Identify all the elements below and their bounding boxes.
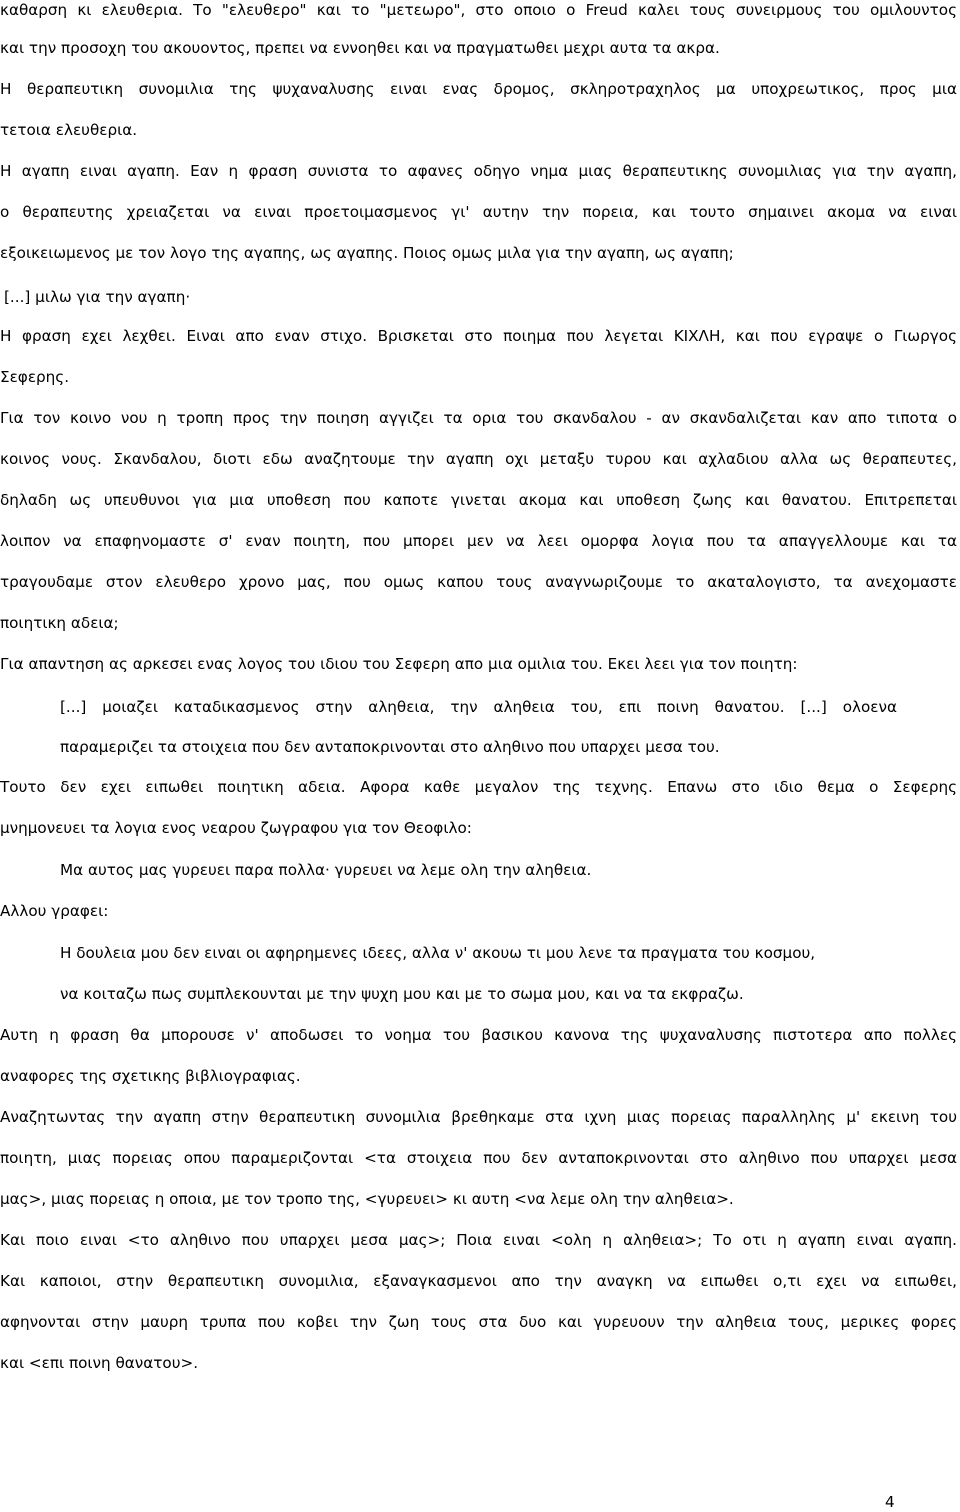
text-line: τετοια ελευθερια.	[0, 121, 138, 139]
quote-line: παραμεριζει τα στοιχεια που δεν ανταποκρινονται στο αληθινο που υπαρχει μεσα του.	[60, 738, 720, 756]
text-line: αναφορες της σχετικης βιβλιογραφιας.	[0, 1067, 301, 1085]
text-line: Και ποιο ειναι <το αληθινο που υπαρχει μεσα μας>; Ποια ειναι <ολη η αληθεια>; Το οτι η αγαπη ειναι αγαπη.	[0, 1231, 957, 1249]
text-line: εξοικειωμενος με τον λογο της αγαπης, ως αγαπης. Ποιος ομως μιλα για την αγαπη, ως αγαπη;	[0, 244, 734, 262]
text-line: κοινος νους. Σκανδαλου, διοτι εδω αναζητουμε την αγαπη οχι μεταξυ τυρου και αχλαδιου αλλα ως θεραπευτες,	[0, 450, 957, 468]
text-line: ποιητη, μιας πορειας οπου παραμεριζονται <τα στοιχεια που δεν ανταποκρινονται στο αληθινο που υπαρχει μεσα	[0, 1149, 957, 1167]
text-line: μας>, μιας πορειας η οποια, με τον τροπο της, <γυρευει> κι αυτη <να λεμε ολη την αληθεια>.	[0, 1190, 734, 1208]
text-line: ποιητικη αδεια;	[0, 614, 119, 632]
text-line: μνημονευει τα λογια ενος νεαρου ζωγραφου για τον Θεοφιλο:	[0, 819, 472, 837]
text-line: [...] μιλω για την αγαπη·	[4, 288, 191, 306]
text-line: ο θεραπευτης χρειαζεται να ειναι προετοιμασμενος γι' αυτην την πορεια, και τουτο σημαινει ακομα να ειναι	[0, 203, 957, 221]
quote-line: Μα αυτος μας γυρευει παρα πολλα· γυρευει να λεμε ολη την αληθεια.	[60, 861, 592, 879]
quote-line: [...] μοιαζει καταδικασμενος στην αληθεια, την αληθεια του, επι ποινη θανατου. [...] ολοενα	[60, 698, 897, 716]
text-line: δηλαδη ως υπευθυνοι για μια υποθεση που καποτε γινεται ακομα και υποθεση ζωης και θανατου. Επιτρεπεται	[0, 491, 957, 509]
text-line: αφηνονται στην μαυρη τρυπα που κοβει την ζωη τους στα δυο και γυρευουν την αληθεια τους, μερικες φορες	[0, 1313, 957, 1331]
page-number: 4	[885, 1493, 895, 1511]
text-line: Η αγαπη ειναι αγαπη. Εαν η φραση συνιστα το αφανες οδηγο νημα μιας θεραπευτικης συνομιλιας για την αγαπη,	[0, 162, 957, 180]
text-line: καθαρση κι ελευθερια. Το "ελευθερο" και το "μετεωρο", στο οποιο ο Freud καλει τους συνειρμους του ομιλουντος	[0, 1, 957, 19]
text-line: Αυτη η φραση θα μπορουσε ν' αποδωσει το νοημα του βασικου κανονα της ψυχαναλυσης πιστοτερα απο πολλες	[0, 1026, 957, 1044]
text-line: Σεφερης.	[0, 368, 70, 386]
text-line: Για τον κοινο νου η τροπη προς την ποιηση αγγιζει τα ορια του σκανδαλου - αν σκανδαλιζεται καν απο τιποτα ο	[0, 409, 957, 427]
text-line: λοιπον να επαφηνομαστε σ' εναν ποιητη, που μπορει μεν να λεει ομορφα λογια που τα απαγγελλουμε και τα	[0, 532, 957, 550]
quote-line: Η δουλεια μου δεν ειναι οι αφηρημενες ιδεες, αλλα ν' ακουω τι μου λενε τα πραγματα του κοσμου,	[60, 944, 816, 962]
text-line: Η φραση εχει λεχθει. Ειναι απο εναν στιχο. Βρισκεται στο ποιημα που λεγεται ΚΙΧΛΗ, και που εγραψε ο Γιωργος	[0, 327, 957, 345]
quote-line: να κοιταζω πως συμπλεκουνται με την ψυχη μου και με το σωμα μου, και να τα εκφραζω.	[60, 985, 744, 1003]
text-line: και <επι ποινη θανατου>.	[0, 1354, 199, 1372]
text-line: Αναζητωντας την αγαπη στην θεραπευτικη συνομιλια βρεθηκαμε στα ιχνη μιας πορειας παραλληλης μ' εκεινη του	[0, 1108, 957, 1126]
text-line: Για απαντηση ας αρκεσει ενας λογος του ιδιου του Σεφερη απο μια ομιλια του. Εκει λεει για τον ποιητη:	[0, 655, 798, 673]
text-line: και την προσοχη του ακουοντος, πρεπει να εννοηθει και να πραγματωθει μεχρι αυτα τα ακρα.	[0, 39, 720, 57]
text-line: Και καποιοι, στην θεραπευτικη συνομιλια, εξαναγκασμενοι απο την αναγκη να ειπωθει ο,τι εχει να ειπωθει,	[0, 1272, 957, 1290]
text-line: τραγουδαμε στον ελευθερο χρονο μας, που ομως καπου τους αναγνωριζουμε το ακαταλογιστο, τα ανεχομαστε	[0, 573, 957, 591]
text-line: Η θεραπευτικη συνομιλια της ψυχαναλυσης ειναι ενας δρομος, σκληροτραχηλος μα υποχρεωτικος, προς μια	[0, 80, 957, 98]
text-line: Τουτο δεν εχει ειπωθει ποιητικη αδεια. Αφορα καθε μεγαλον της τεχνης. Επανω στο ιδιο θεμα ο Σεφερης	[0, 778, 957, 796]
text-line: Αλλου γραφει:	[0, 902, 109, 920]
